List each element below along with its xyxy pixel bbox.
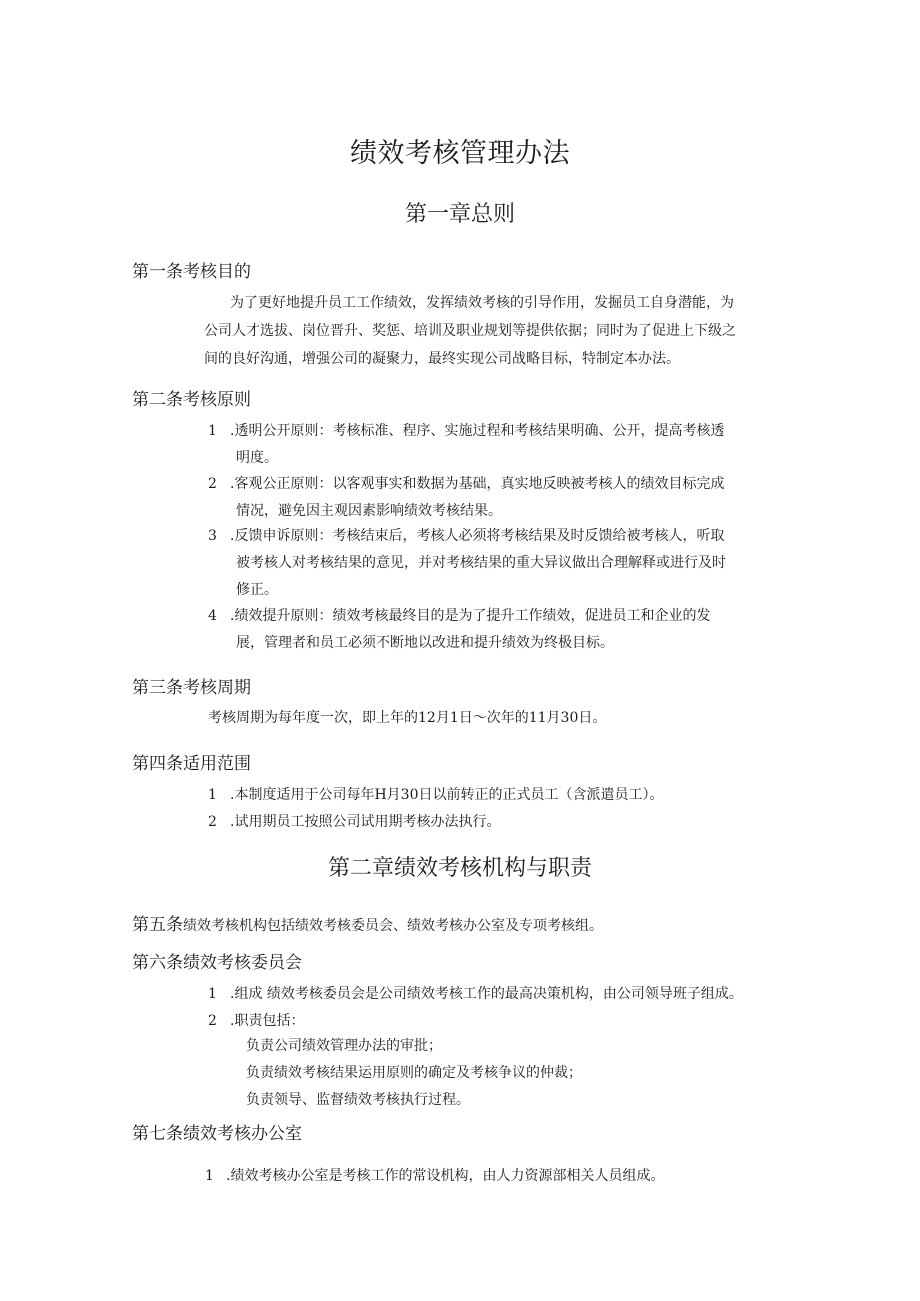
scope-1-number: 1 (208, 787, 217, 803)
office-1-text: .绩效考核办公室是考核工作的常设机构，由人力资源部相关人员组成。 (226, 1168, 665, 1184)
chapter-1-heading: 第一章总则 (404, 202, 515, 227)
article-4-heading: 第四条适用范围 (132, 754, 251, 774)
article-1-line-2: 公司人才选拔、岗位晋升、奖惩、培训及职业规划等提供依据；同时为了促进上下级之 (204, 323, 736, 339)
scope-1-text: .本制度适用于公司每年H月30日以前转正的正式员工（含派遣员工）。 (230, 787, 664, 803)
scope-2-number: 2 (208, 814, 217, 830)
article-1-heading: 第一条考核目的 (132, 262, 251, 282)
scope-2-text: .试用期员工按照公司试用期考核办法执行。 (230, 814, 501, 830)
article-1-line-1: 为了更好地提升员工工作绩效，发挥绩效考核的引导作用，发掘员工自身潜能，为 (230, 295, 734, 311)
document-title: 绩效考核管理办法 (350, 138, 570, 169)
principle-3-line-2: 被考核人对考核结果的意见，并对考核结果的重大异议做出合理解释或进行及时 (236, 555, 726, 571)
committee-1-text: .组成 绩效考核委员会是公司绩效考核工作的最高决策机构，由公司领导班子组成。 (230, 986, 743, 1002)
principle-2-line-1: .客观公正原则：以客观事实和数据为基础，真实地反映被考核人的绩效目标完成 (230, 476, 725, 492)
committee-2-text: .职责包括： (230, 1013, 305, 1029)
principle-4-line-1: .绩效提升原则：绩效考核最终目的是为了提升工作绩效，促进员工和企业的发 (230, 608, 711, 624)
article-5 (132, 912, 603, 939)
office-1-number: 1 (205, 1168, 214, 1184)
article-6-heading: 第六条绩效考核委员会 (132, 953, 302, 973)
principle-1-line-2: 明度。 (236, 450, 278, 466)
principle-2-number: 2 (208, 476, 217, 492)
article-1-line-3: 间的良好沟通，增强公司的凝聚力，最终实现公司战略目标，特制定本办法。 (204, 351, 680, 367)
article-3-heading: 第三条考核周期 (132, 678, 251, 698)
principle-4-number: 4 (208, 608, 217, 624)
principle-2-line-2: 情况，避免因主观因素影响绩效考核结果。 (236, 503, 502, 519)
principle-3-line-1: .反馈申诉原则：考核结束后，考核人必须将考核结果及时反馈给被考核人，听取 (230, 528, 725, 544)
committee-1-number: 1 (208, 986, 217, 1002)
article-7-heading: 第七条绩效考核办公室 (132, 1124, 302, 1144)
principle-4-line-2: 展，管理者和员工必须不断地以改进和提升绩效为终极目标。 (236, 635, 614, 651)
article-5-text: 绩效考核机构包括绩效考核委员会、绩效考核办公室及专项考核组。 (183, 918, 603, 934)
article-2-heading: 第二条考核原则 (132, 390, 251, 410)
committee-duty-3: 负责领导、监督绩效考核执行过程。 (246, 1092, 470, 1108)
committee-duty-1: 负责公司绩效管理办法的审批； (246, 1038, 442, 1054)
principle-3-line-3: 修正。 (236, 582, 278, 598)
article-5-heading: 第五条 (132, 915, 183, 935)
principle-1-line-1: .透明公开原则：考核标准、程序、实施过程和考核结果明确、公开，提高考核透 (230, 423, 725, 439)
chapter-2-heading: 第二章绩效考核机构与职责 (327, 856, 592, 881)
article-3-text: 考核周期为每年度一次，即上年的12月1日～次年的11月30日。 (208, 710, 607, 726)
principle-3-number: 3 (208, 528, 217, 544)
committee-2-number: 2 (208, 1013, 217, 1029)
committee-duty-2: 负责绩效考核结果运用原则的确定及考核争议的仲裁； (246, 1065, 582, 1081)
principle-1-number: 1 (208, 423, 217, 439)
